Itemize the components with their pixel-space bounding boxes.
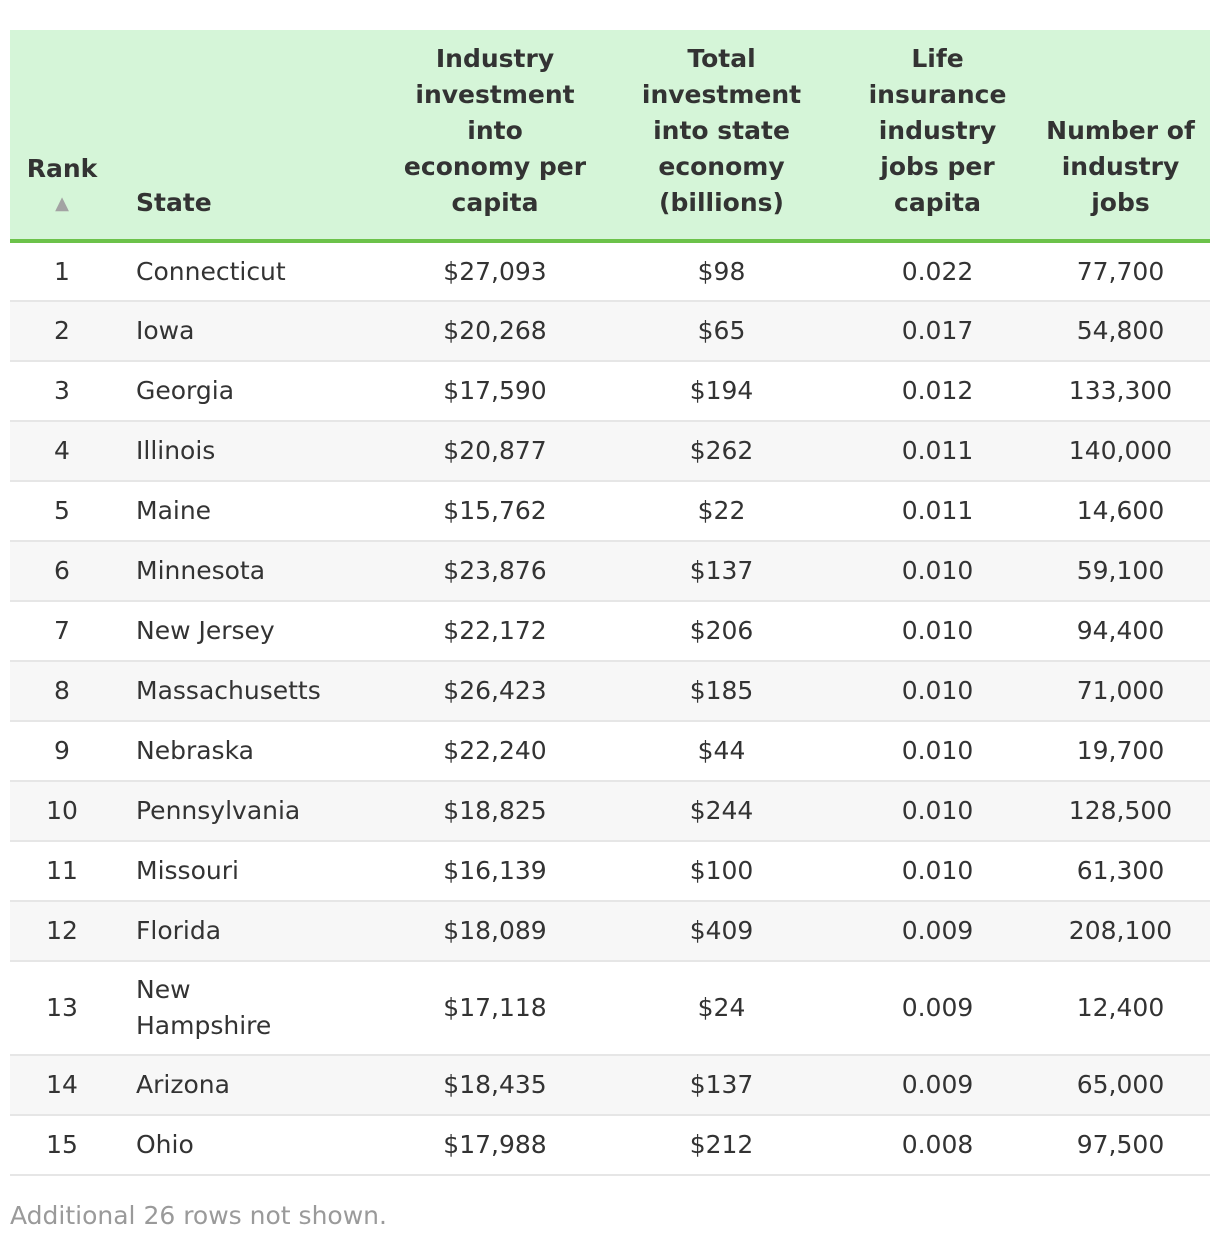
column-header-number-of-jobs-label: Number of industry jobs <box>1046 116 1195 217</box>
table-row <box>10 601 1210 661</box>
cell-state: Florida <box>114 901 391 961</box>
table-row <box>10 901 1210 961</box>
cell-number-of-jobs: 12,400 <box>1031 961 1210 1055</box>
cell-total-investment: $212 <box>599 1115 844 1175</box>
cell-investment-per-capita: $16,139 <box>391 841 599 901</box>
table-row <box>10 241 1210 301</box>
column-header-jobs-per-capita[interactable] <box>844 30 1031 241</box>
rows-not-shown-note: Additional 26 rows not shown. <box>10 1201 387 1230</box>
cell-state: Pennsylvania <box>114 781 391 841</box>
cell-total-investment: $409 <box>599 901 844 961</box>
cell-jobs-per-capita: 0.010 <box>844 781 1031 841</box>
column-header-state[interactable] <box>114 30 391 241</box>
cell-total-investment: $185 <box>599 661 844 721</box>
cell-number-of-jobs: 77,700 <box>1031 241 1210 301</box>
cell-number-of-jobs: 14,600 <box>1031 481 1210 541</box>
table-row <box>10 481 1210 541</box>
cell-state: Georgia <box>114 361 391 421</box>
cell-rank: 8 <box>10 661 114 721</box>
cell-rank: 12 <box>10 901 114 961</box>
table-row <box>10 841 1210 901</box>
cell-jobs-per-capita: 0.017 <box>844 301 1031 361</box>
cell-investment-per-capita: $23,876 <box>391 541 599 601</box>
cell-investment-per-capita: $18,435 <box>391 1055 599 1115</box>
cell-rank: 5 <box>10 481 114 541</box>
sort-ascending-icon[interactable]: ▲ <box>55 193 69 214</box>
cell-total-investment: $24 <box>599 961 844 1055</box>
cell-rank: 13 <box>10 961 114 1055</box>
table-row <box>10 661 1210 721</box>
data-table-container <box>10 30 1210 1176</box>
cell-state: New Jersey <box>114 601 391 661</box>
cell-total-investment: $262 <box>599 421 844 481</box>
cell-rank: 14 <box>10 1055 114 1115</box>
cell-number-of-jobs: 71,000 <box>1031 661 1210 721</box>
cell-investment-per-capita: $20,877 <box>391 421 599 481</box>
table-row <box>10 421 1210 481</box>
column-header-rank[interactable] <box>10 30 114 241</box>
header-row <box>10 30 1210 241</box>
cell-investment-per-capita: $18,089 <box>391 901 599 961</box>
cell-state: Maine <box>114 481 391 541</box>
column-header-rank-label: Rank <box>26 154 98 183</box>
cell-state: Arizona <box>114 1055 391 1115</box>
cell-state: Connecticut <box>114 241 391 301</box>
table-row <box>10 301 1210 361</box>
cell-jobs-per-capita: 0.010 <box>844 541 1031 601</box>
cell-jobs-per-capita: 0.010 <box>844 661 1031 721</box>
cell-rank: 15 <box>10 1115 114 1175</box>
cell-state: Illinois <box>114 421 391 481</box>
cell-state: Ohio <box>114 1115 391 1175</box>
column-header-investment-per-capita[interactable] <box>391 30 599 241</box>
cell-total-investment: $100 <box>599 841 844 901</box>
cell-investment-per-capita: $26,423 <box>391 661 599 721</box>
cell-jobs-per-capita: 0.010 <box>844 601 1031 661</box>
cell-total-investment: $137 <box>599 1055 844 1115</box>
cell-total-investment: $194 <box>599 361 844 421</box>
cell-rank: 3 <box>10 361 114 421</box>
cell-jobs-per-capita: 0.009 <box>844 1055 1031 1115</box>
column-header-state-label: State <box>136 188 212 217</box>
cell-jobs-per-capita: 0.022 <box>844 241 1031 301</box>
column-header-jobs-per-capita-label: Life insurance industry jobs per capita <box>868 44 1007 217</box>
cell-number-of-jobs: 97,500 <box>1031 1115 1210 1175</box>
cell-rank: 4 <box>10 421 114 481</box>
cell-total-investment: $137 <box>599 541 844 601</box>
cell-investment-per-capita: $15,762 <box>391 481 599 541</box>
cell-state: Missouri <box>114 841 391 901</box>
column-header-investment-per-capita-label: Industry investment into economy per capita <box>403 44 587 217</box>
cell-number-of-jobs: 133,300 <box>1031 361 1210 421</box>
cell-number-of-jobs: 208,100 <box>1031 901 1210 961</box>
cell-state: Nebraska <box>114 721 391 781</box>
cell-rank: 9 <box>10 721 114 781</box>
table-row <box>10 961 1210 1055</box>
cell-number-of-jobs: 140,000 <box>1031 421 1210 481</box>
cell-jobs-per-capita: 0.010 <box>844 841 1031 901</box>
column-header-number-of-jobs[interactable] <box>1031 30 1210 241</box>
cell-state: Massachusetts <box>114 661 391 721</box>
cell-total-investment: $244 <box>599 781 844 841</box>
cell-jobs-per-capita: 0.010 <box>844 721 1031 781</box>
cell-total-investment: $206 <box>599 601 844 661</box>
table-row <box>10 721 1210 781</box>
table-row <box>10 781 1210 841</box>
cell-rank: 10 <box>10 781 114 841</box>
cell-investment-per-capita: $17,988 <box>391 1115 599 1175</box>
cell-state: Minnesota <box>114 541 391 601</box>
cell-jobs-per-capita: 0.008 <box>844 1115 1031 1175</box>
cell-number-of-jobs: 54,800 <box>1031 301 1210 361</box>
cell-number-of-jobs: 19,700 <box>1031 721 1210 781</box>
cell-state: New Hampshire <box>114 961 391 1055</box>
cell-number-of-jobs: 65,000 <box>1031 1055 1210 1115</box>
table-body <box>10 241 1210 1175</box>
cell-rank: 7 <box>10 601 114 661</box>
cell-number-of-jobs: 61,300 <box>1031 841 1210 901</box>
column-header-total-investment[interactable] <box>599 30 844 241</box>
cell-total-investment: $44 <box>599 721 844 781</box>
cell-jobs-per-capita: 0.009 <box>844 961 1031 1055</box>
state-rankings-table <box>10 30 1210 1176</box>
table-row <box>10 361 1210 421</box>
cell-investment-per-capita: $22,172 <box>391 601 599 661</box>
cell-jobs-per-capita: 0.011 <box>844 421 1031 481</box>
cell-number-of-jobs: 59,100 <box>1031 541 1210 601</box>
cell-rank: 1 <box>10 241 114 301</box>
cell-investment-per-capita: $17,590 <box>391 361 599 421</box>
cell-total-investment: $65 <box>599 301 844 361</box>
cell-jobs-per-capita: 0.011 <box>844 481 1031 541</box>
cell-total-investment: $98 <box>599 241 844 301</box>
cell-investment-per-capita: $27,093 <box>391 241 599 301</box>
cell-rank: 6 <box>10 541 114 601</box>
table-row <box>10 1055 1210 1115</box>
cell-investment-per-capita: $17,118 <box>391 961 599 1055</box>
cell-investment-per-capita: $20,268 <box>391 301 599 361</box>
table-row <box>10 1115 1210 1175</box>
column-header-total-investment-label: Total investment into state economy (billions) <box>641 44 802 217</box>
cell-jobs-per-capita: 0.009 <box>844 901 1031 961</box>
cell-rank: 2 <box>10 301 114 361</box>
table-header <box>10 30 1210 241</box>
table-row <box>10 541 1210 601</box>
cell-number-of-jobs: 128,500 <box>1031 781 1210 841</box>
cell-investment-per-capita: $18,825 <box>391 781 599 841</box>
cell-number-of-jobs: 94,400 <box>1031 601 1210 661</box>
cell-state: Iowa <box>114 301 391 361</box>
cell-jobs-per-capita: 0.012 <box>844 361 1031 421</box>
cell-rank: 11 <box>10 841 114 901</box>
cell-investment-per-capita: $22,240 <box>391 721 599 781</box>
cell-total-investment: $22 <box>599 481 844 541</box>
